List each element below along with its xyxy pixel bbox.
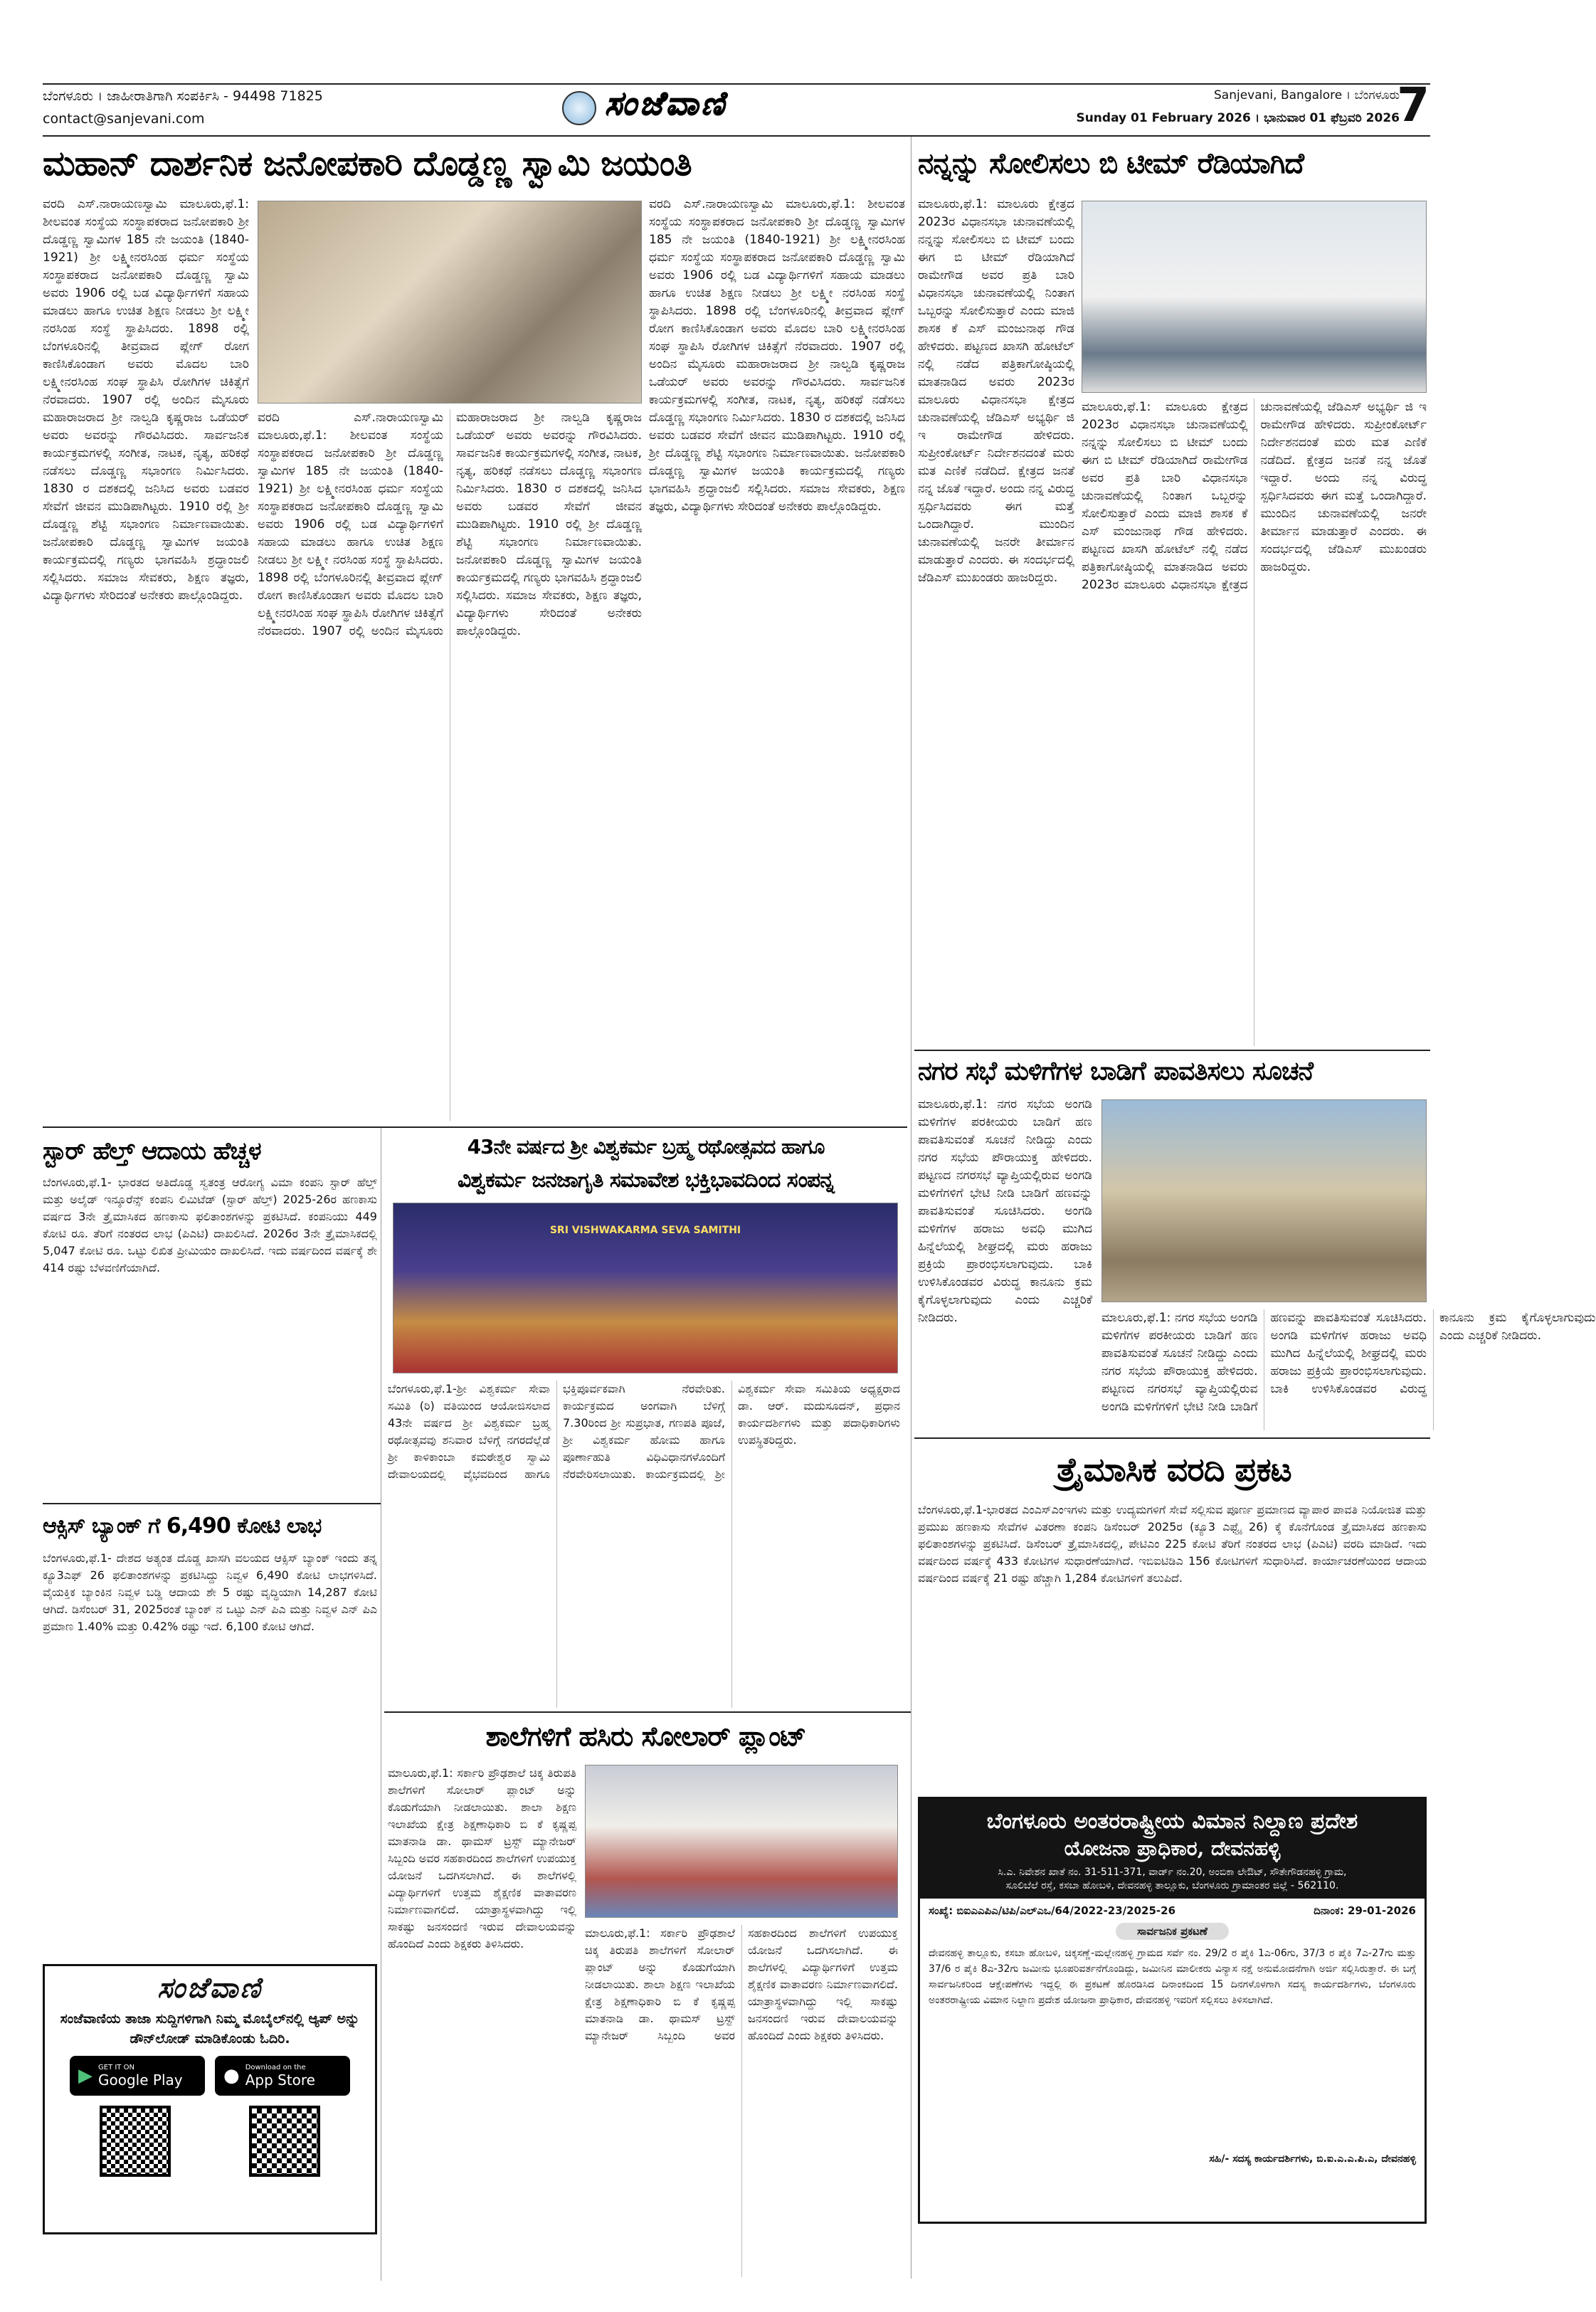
masthead-edition: Sanjevani, Bangalore । ಬೆಂಗಳೂರು [1214,88,1400,102]
page-number: 7 [1397,78,1429,132]
google-play-small-label: GET IT ON [98,2063,134,2071]
apple-icon: ● [223,2065,240,2086]
solar-body: ಮಾಲೂರು,ಫೆ.1: ಸರ್ಕಾರಿ ಪ್ರೌಢಶಾಲೆ ಚಿಕ್ಕ ತಿರುಪತಿ ಶಾಲೆಗಳಿಗೆ ಸೋಲಾರ್ ಪ್ಲಾಂಟ್ ಅನ್ನು ಕೊಡುಗೆಯಾಗಿ ನೀಡಲಾಯಿತು. ಶಾಲಾ ಶಿಕ್ಷಣ ಇಲಾಖೆಯ ಕ್ಷೇತ್ರ ಶಿಕ್ಷಣಾಧಿಕಾರಿ ಬಿ ಕೆ ಕೃಷ್ಣಪ್ಪ ಮಾತನಾಡಿ ಡಾ. ಥಾಮಸ್ ಟ್ರಸ್ಟ್ ಮ್ಯಾನೇಜರ್ ಸಿಬ್ಬಂದಿ ಅವರ ಸಹಕಾರದಿಂದ ಶಾಲೆಗಳಿಗೆ ಉಪಯುಕ್ತ ಯೋಜನೆ ಒದಗಿಸಲಾಗಿದೆ. ಈ ಶಾಲೆಗಳಲ್ಲಿ ವಿದ್ಯಾರ್ಥಿಗಳಿಗೆ ಉತ್ತಮ ಶೈಕ್ಷಣಿಕ ವಾತಾವರಣ ನಿರ್ಮಾಣವಾಗಲಿದೆ. ಯಾತ್ರಾಸ್ಥಳವಾಗಿದ್ದು ಇಲ್ಲಿ ಸಾಕಷ್ಟು ಜನಸಂದಣಿ ಇರುವ ದೇವಾಲಯವನ್ನು ಹೊಂದಿದೆ ಎಂದು ಶಿಕ್ಷಕರು ತಿಳಿಸಿದರು. [585,1926,898,2042]
city-council-headline: ನಗರ ಸಭೆ ಮಳಿಗೆಗಳ ಬಾಡಿಗೆ ಪಾವತಿಸಲು ಸೂಚನೆ [918,1057,1314,1086]
press-meet-photo [1082,201,1427,393]
app-download-ad [43,1964,377,2234]
quarterly-body: ಬೆಂಗಳೂರು,ಫೆ.1-ಭಾರತದ ಎಂಎಸ್ಎಂಇಗಳು ಮತ್ತು ಉದ್ಯಮಗಳಿಗೆ ಸೇವೆ ಸಲ್ಲಿಸುವ ಪೂರ್ಣ ಪ್ರಮಾಣದ ವ್ಯಾಪಾರ ಪಾವತಿ ನಿಯೋಜಿತ ಮತ್ತು ಪ್ರಮುಖ ಹಣಕಾಸು ಸೇವೆಗಳ ವಿತರಣಾ ಕಂಪನಿ ಡಿಸೆಂಬರ್ 2025ರ (ಕ್ಯೂ3 ಎಫ್ವೈ 26) ಕ್ಕೆ ಕೊನೆಗೊಂಡ ತ್ರೈಮಾಸಿಕದ ಹಣಕಾಸು ಫಲಿತಾಂಶಗಳನ್ನು ಪ್ರಕಟಿಸಿದೆ. ಡಿಸೆಂಬರ್ ತ್ರೈಮಾಸಿಕದಲ್ಲಿ, ಪೇಟಿಎಂ 225 ಕೋಟಿ ತೆರಿಗೆ ನಂತರದ ಲಾಭ (ಪಿಎಟಿ) ವರದಿ ಮಾಡಿದೆ. ಇದು ವರ್ಷದಿಂದ ವರ್ಷಕ್ಕೆ 433 ಕೋಟಿಗಳ ಸುಧಾರಣೆಯಾಗಿದೆ. ಇಬಿಐಟಿಡಿಎ 156 ಕೋಟಿಗಳಿಗೆ ಸುಧಾರಿಸಿದೆ. ಕಾರ್ಯಾಚರಣೆಯಿಂದ ಆದಾಯ ವರ್ಷದಿಂದ ವರ್ಷಕ್ಕೆ 21 ರಷ್ಟು ಹೆಚ್ಚಾಗಿ 1,284 ಕೋಟಿಗಳಿಗೆ ತಲುಪಿದೆ. [918,1503,1427,1585]
public-notice-ad [918,1797,1427,2224]
google-play-icon: ▶ [78,2065,93,2086]
axis-bank-body: ಬೆಂಗಳೂರು,ಫೆ.1- ದೇಶದ ಅತ್ಯಂತ ದೊಡ್ಡ ಖಾಸಗಿ ವಲಯದ ಆಕ್ಸಿಸ್ ಬ್ಯಾಂಕ್ ಇಂದು ತನ್ನ ಕ್ಯೂ3ಎಫ್ 26 ಫಲಿತಾಂಶಗಳನ್ನು ಪ್ರಕಟಿಸಿದ್ದು ನಿವ್ವಳ 6,490 ಕೋಟಿ ಲಾಭಗಳಿಸಿದೆ. ವೈಯಕ್ತಿಕ ಬ್ಯಾಂಕಿನ ನಿವ್ವಳ ಬಡ್ಡಿ ಆದಾಯ ಶೇ 5 ರಷ್ಟು ವೃದ್ಧಿಯಾಗಿ 14,287 ಕೋಟಿ ಆಗಿದೆ. ಡಿಸೆಂಬರ್ 31, 2025ರಂತೆ ಬ್ಯಾಂಕ್ ನ ಒಟ್ಟು ಎನ್ ಪಿಎ ಮತ್ತು ನಿವ್ವಳ ಎನ್ ಪಿಎ ಪ್ರಮಾಣ 1.40% ಮತ್ತು 0.42% ರಷ್ಟು ಇದೆ. 6,100 ಕೋಟಿ ಆಗಿದೆ. [43,1551,377,1633]
google-play-label: Google Play [98,2071,183,2089]
notice-title-line1: ಬೆಂಗಳೂರು ಅಂತರರಾಷ್ಟ್ರೀಯ ವಿಮಾನ ನಿಲ್ದಾಣ ಪ್ರದೇಶ [986,1809,1358,1834]
solar-body-col1: ಮಾಲೂರು,ಫೆ.1: ಸರ್ಕಾರಿ ಪ್ರೌಢಶಾಲೆ ಚಿಕ್ಕ ತಿರುಪತಿ ಶಾಲೆಗಳಿಗೆ ಸೋಲಾರ್ ಪ್ಲಾಂಟ್ ಅನ್ನು ಕೊಡುಗೆಯಾಗಿ ನೀಡಲಾಯಿತು. ಶಾಲಾ ಶಿಕ್ಷಣ ಇಲಾಖೆಯ ಕ್ಷೇತ್ರ ಶಿಕ್ಷಣಾಧಿಕಾರಿ ಬಿ ಕೆ ಕೃಷ್ಣಪ್ಪ ಮಾತನಾಡಿ ಡಾ. ಥಾಮಸ್ ಟ್ರಸ್ಟ್ ಮ್ಯಾನೇಜರ್ ಸಿಬ್ಬಂದಿ ಅವರ ಸಹಕಾರದಿಂದ ಶಾಲೆಗಳಿಗೆ ಉಪಯುಕ್ತ ಯೋಜನೆ ಒದಗಿಸಲಾಗಿದೆ. ಈ ಶಾಲೆಗಳಲ್ಲಿ ವಿದ್ಯಾರ್ಥಿಗಳಿಗೆ ಉತ್ತಮ ಶೈಕ್ಷಣಿಕ ವಾತಾವರಣ ನಿರ್ಮಾಣವಾಗಲಿದೆ. ಯಾತ್ರಾಸ್ಥಳವಾಗಿದ್ದು ಇಲ್ಲಿ ಸಾಕಷ್ಟು ಜನಸಂದಣಿ ಇರುವ ದೇವಾಲಯವನ್ನು ಹೊಂದಿದೆ ಎಂದು ಶಿಕ್ಷಕರು ತಿಳಿಸಿದರು. [388,1766,576,1951]
notice-title-line2: ಯೋಜನಾ ಪ್ರಾಧಿಕಾರ, ದೇವನಹಳ್ಳಿ [1064,1837,1281,1860]
notice-signature: ಸಹಿ/- ಸದಸ್ಯ ಕಾರ್ಯದರ್ಶಿಗಳು, ಬಿ.ಐ.ಎ.ಎ.ಪಿ.ಎ, ದೇವನಹಳ್ಳಿ [1209,2153,1416,2165]
b-team-article-body: ಮಾಲೂರು,ಫೆ.1: ಮಾಲೂರು ಕ್ಷೇತ್ರದ 2023ರ ವಿಧಾನಸಭಾ ಚುನಾವಣೆಯಲ್ಲಿ ನನ್ನನ್ನು ಸೋಲಿಸಲು ಬಿ ಟೀಮ್ ಬಂದು ಈಗ ಬಿ ಟೀಮ್ ರೆಡಿಯಾಗಿದೆ ರಾಮೇಗೌಡ ಅವರ ಪ್ರತಿ ಬಾರಿ ವಿಧಾನಸಭಾ ಚುನಾವಣೆಯಲ್ಲಿ ನಿಂತಾಗ ಒಬ್ಬರನ್ನು ಸೋಲಿಸುತ್ತಾರೆ ಎಂದು ಮಾಜಿ ಶಾಸಕ ಕೆ ಎಸ್ ಮಂಜುನಾಥ ಗೌಡ ಹೇಳಿದರು. ಪಟ್ಟಣದ ಖಾಸಗಿ ಹೋಟೆಲ್ ನಲ್ಲಿ ನಡೆದ ಪತ್ರಿಕಾಗೋಷ್ಠಿಯಲ್ಲಿ ಮಾತನಾಡಿದ ಅವರು 2023ರ ಮಾಲೂರು ವಿಧಾನಸಭಾ ಕ್ಷೇತ್ರದ ಚುನಾವಣೆಯಲ್ಲಿ ಜೆಡಿಎಸ್ ಅಭ್ಯರ್ಥಿ ಜಿ ಇ ರಾಮೇಗೌಡ ಹೇಳಿದರು. ಸುಪ್ರೀಂಕೋರ್ಟ್ ನಿರ್ದೇಶನದಂತೆ ಮರು ಮತ ಎಣಿಕೆ ನಡೆದಿದೆ. ಕ್ಷೇತ್ರದ ಜನತೆ ನನ್ನ ಜೊತೆ ಇದ್ದಾರೆ. ಅಂದು ನನ್ನ ವಿರುದ್ಧ ಸ್ಪರ್ಧಿಸಿದವರು ಈಗ ಮತ್ತೆ ಒಂದಾಗಿದ್ದಾರೆ. ಮುಂದಿನ ಚುನಾವಣೆಯಲ್ಲಿ ಜನರೇ ತೀರ್ಮಾನ ಮಾಡುತ್ತಾರೆ ಎಂದರು. ಈ ಸಂದರ್ಭದಲ್ಲಿ ಜೆಡಿಎಸ್ ಮುಖಂಡರು ಹಾಜರಿದ್ದರು. [1082,400,1427,592]
jayanti-event-photo [258,201,642,403]
vishwakarma-headline-line2: ವಿಶ್ವಕರ್ಮ ಜನಜಾಗೃತಿ ಸಮಾವೇಶ ಭಕ್ತಿಭಾವದಿಂದ ಸಂಪನ್ನ [458,1168,834,1193]
qr-code-ios[interactable] [249,2106,320,2177]
app-ad-tagline: ಸಂಜೆವಾಣಿಯ ತಾಜಾ ಸುದ್ದಿಗಳಿಗಾಗಿ ನಿಮ್ಮ ಮೊಬೈಲ್‌ನಲ್ಲಿ ಆ್ಯಪ್ ಅನ್ನು ಡೌನ್‌ಲೋಡ್ ಮಾಡಿಕೊಂಡು ಓದಿರಿ. [60,2011,360,2047]
axis-bank-headline: ಆಕ್ಸಿಸ್ ಬ್ಯಾಂಕ್ ಗೆ 6,490 ಕೋಟಿ ಲಾಭ [43,1514,322,1538]
notice-header [920,1799,1425,1899]
app-ad-logo: ಸಂಜೆವಾಣಿ [157,1972,263,2005]
qr-code-android[interactable] [100,2106,171,2177]
google-play-button[interactable] [70,2056,205,2096]
vishwakarma-headline-line1: 43ನೇ ವರ್ಷದ ಶ್ರೀ ವಿಶ್ವಕರ್ಮ ಬ್ರಹ್ಮ ರಥೋತ್ಸವದ ಹಾಗೂ [467,1135,825,1158]
notice-date: ದಿನಾಂಕ: 29-01-2026 [1314,1904,1416,1917]
notice-reference: ಸಂಖ್ಯೆ: ಬಿಐಎಎಪಿಎ/ಟಿಪಿ/ಎಲ್ಎಒ/64/2022-23/2025-26 [929,1904,1176,1917]
city-council-body: ಮಾಲೂರು,ಫೆ.1: ನಗರ ಸಭೆಯ ಅಂಗಡಿ ಮಳಿಗೆಗಳ ಪರಕೀಯರು ಬಾಡಿಗೆ ಹಣ ಪಾವತಿಸುವಂತೆ ಸೂಚನೆ ನೀಡಿದ್ದು ಎಂದು ನಗರ ಸಭೆಯ ಪೌರಾಯುಕ್ತ ಹೇಳಿದರು. ಪಟ್ಟಣದ ನಗರಸಭೆ ವ್ಯಾಪ್ತಿಯಲ್ಲಿರುವ ಅಂಗಡಿ ಮಳಿಗೆಗಳಿಗೆ ಭೇಟಿ ನೀಡಿ ಬಾಡಿಗೆ ಹಣವನ್ನು ಪಾವತಿಸುವಂತೆ ಸೂಚಿಸಿದರು. ಅಂಗಡಿ ಮಳಿಗೆಗಳ ಹರಾಜು ಅವಧಿ ಮುಗಿದ ಹಿನ್ನೆಲೆಯಲ್ಲಿ ಶೀಘ್ರದಲ್ಲಿ ಮರು ಹರಾಜು ಪ್ರಕ್ರಿಯೆ ಪ್ರಾರಂಭಿಸಲಾಗುವುದು. ಬಾಕಿ ಉಳಿಸಿಕೊಂಡವರ ವಿರುದ್ಧ ಕಾನೂನು ಕ್ರಮ ಕೈಗೊಳ್ಳಲಾಗುವುದು ಎಂದು ಎಚ್ಚರಿಕೆ ನೀಡಿದರು. [1101,1311,1596,1414]
vishwakarma-body: ಬೆಂಗಳೂರು,ಫೆ.1-ಶ್ರೀ ವಿಶ್ವಕರ್ಮ ಸೇವಾ ಸಮಿತಿ (ರಿ) ವತಿಯಿಂದ ಆಯೋಜಿಸಲಾದ 43ನೇ ವರ್ಷದ ಶ್ರೀ ವಿಶ್ವಕರ್ಮ ಬ್ರಹ್ಮ ರಥೋತ್ಸವವು ಶನಿವಾರ ಬೆಳಿಗ್ಗೆ ನಗರದೆಲ್ಲೆಡೆ ಶ್ರೀ ಕಾಳಿಕಾಂಬಾ ಕಮಠೇಶ್ವರ ಸ್ವಾಮಿ ದೇವಾಲಯದಲ್ಲಿ ವೈಭವದಿಂದ ಹಾಗೂ ಭಕ್ತಿಪೂರ್ವಕವಾಗಿ ನೆರವೇರಿತು. ಕಾರ್ಯಕ್ರಮದ ಅಂಗವಾಗಿ ಬೆಳಿಗ್ಗೆ 7.30ರಿಂದ ಶ್ರೀ ಸುಪ್ರಭಾತ, ಗಣಪತಿ ಪೂಜೆ, ಶ್ರೀ ವಿಶ್ವಕರ್ಮ ಹೋಮ ಹಾಗೂ ಪೂರ್ಣಾಹುತಿ ವಿಧಿವಿಧಾನಗಳೊಂದಿಗೆ ನೆರವೇರಿಸಲಾಯಿತು. ಕಾರ್ಯಕ್ರಮದಲ್ಲಿ ಶ್ರೀ ವಿಶ್ವಕರ್ಮ ಸೇವಾ ಸಮಿತಿಯ ಅಧ್ಯಕ್ಷರಾದ ಡಾ. ಆರ್. ಮದುಸೂದನ್, ಪ್ರಧಾನ ಕಾರ್ಯದರ್ಶಿಗಳು ಮತ್ತು ಪದಾಧಿಕಾರಿಗಳು ಉಪಸ್ಥಿತರಿದ್ದರು. [388,1382,900,1481]
b-team-article-body-col1: ಮಾಲೂರು,ಫೆ.1: ಮಾಲೂರು ಕ್ಷೇತ್ರದ 2023ರ ವಿಧಾನಸಭಾ ಚುನಾವಣೆಯಲ್ಲಿ ನನ್ನನ್ನು ಸೋಲಿಸಲು ಬಿ ಟೀಮ್ ಬಂದು ಈಗ ಬಿ ಟೀಮ್ ರೆಡಿಯಾಗಿದೆ ರಾಮೇಗೌಡ ಅವರ ಪ್ರತಿ ಬಾರಿ ವಿಧಾನಸಭಾ ಚುನಾವಣೆಯಲ್ಲಿ ನಿಂತಾಗ ಒಬ್ಬರನ್ನು ಸೋಲಿಸುತ್ತಾರೆ ಎಂದು ಮಾಜಿ ಶಾಸಕ ಕೆ ಎಸ್ ಮಂಜುನಾಥ ಗೌಡ ಹೇಳಿದರು. ಪಟ್ಟಣದ ಖಾಸಗಿ ಹೋಟೆಲ್ ನಲ್ಲಿ ನಡೆದ ಪತ್ರಿಕಾಗೋಷ್ಠಿಯಲ್ಲಿ ಮಾತನಾಡಿದ ಅವರು 2023ರ ಮಾಲೂರು ವಿಧಾನಸಭಾ ಕ್ಷೇತ್ರದ ಚುನಾವಣೆಯಲ್ಲಿ ಜೆಡಿಎಸ್ ಅಭ್ಯರ್ಥಿ ಜಿ ಇ ರಾಮೇಗೌಡ ಹೇಳಿದರು. ಸುಪ್ರೀಂಕೋರ್ಟ್ ನಿರ್ದೇಶನದಂತೆ ಮರು ಮತ ಎಣಿಕೆ ನಡೆದಿದೆ. ಕ್ಷೇತ್ರದ ಜನತೆ ನನ್ನ ಜೊತೆ ಇದ್ದಾರೆ. ಅಂದು ನನ್ನ ವಿರುದ್ಧ ಸ್ಪರ್ಧಿಸಿದವರು ಈಗ ಮತ್ತೆ ಒಂದಾಗಿದ್ದಾರೆ. ಮುಂದಿನ ಚುನಾವಣೆಯಲ್ಲಿ ಜನರೇ ತೀರ್ಮಾನ ಮಾಡುತ್ತಾರೆ ಎಂದರು. ಈ ಸಂದರ್ಭದಲ್ಲಿ ಜೆಡಿಎಸ್ ಮುಖಂಡರು ಹಾಜರಿದ್ದರು. [918,197,1074,585]
quarterly-headline: ತ್ರೈಮಾಸಿಕ ವರದಿ ಪ್ರಕಟ [1057,1450,1291,1489]
notice-body: ದೇವನಹಳ್ಳಿ ತಾಲ್ಲೂಕು, ಕಸಬಾ ಹೋಬಳಿ, ಚಿಕ್ಕಸಣ್ಣೆ-ಮಲ್ಲೇನಹಳ್ಳಿ ಗ್ರಾಮದ ಸರ್ವೆ ನಂ. 29/2 ರ ಪೈಕಿ 1ಎ-06ಗು, 37/3 ರ ಪೈಕಿ 7ಎ-27ಗು ಮತ್ತು 37/6 ರ ಪೈಕಿ 8ಎ-32ಗು ಜಮೀನು ಭೂಪರಿವರ್ತನೆಗೊಂಡಿದ್ದು, ಜಮೀನಿನ ಮಾಲೀಕರು ವಿನ್ಯಾಸ ನಕ್ಷೆ ಅನುಮೋದನೆಗಾಗಿ ಅರ್ಜಿ ಸಲ್ಲಿಸಿರುತ್ತಾರೆ. ಈ ಬಗ್ಗೆ ಸಾರ್ವಜನಿಕರಿಂದ ಆಕ್ಷೇಪಣೆಗಳು ಇದ್ದಲ್ಲಿ ಈ ಪ್ರಕಟಣೆ ಹೊರಡಿಸಿದ ದಿನಾಂಕದಿಂದ 15 ದಿನಗಳೊಳಗಾಗಿ ಸದಸ್ಯ ಕಾರ್ಯದರ್ಶಿಗಳು, ಬೆಂಗಳೂರು ಅಂತರರಾಷ್ಟ್ರೀಯ ವಿಮಾನ ನಿಲ್ದಾಣ ಪ್ರದೇಶ ಯೋಜನಾ ಪ್ರಾಧಿಕಾರ, ದೇವನಹಳ್ಳಿ ಇವರಿಗೆ ಸಲ್ಲಿಸಲು ತಿಳಿಸಲಾಗಿದೆ. [929,1948,1416,2006]
notice-address-line1: ಸಿ.ಎ. ನಿವೇಶನ ಖಾತೆ ನಂ. 31-511-371, ವಾರ್ಡ್ ನಂ.20, ಅಂಬಿಕಾ ಲೇಔಟ್, ಸೌತೇಗೌಡನಹಳ್ಳಿ ಗ್ರಾಮ, [998,1867,1347,1878]
shop-inspection-photo [1101,1099,1427,1302]
photo-banner-text: SRI VISHWAKARMA SEVA SAMITHI [549,1225,741,1236]
dove-logo-icon [562,91,596,125]
star-health-body: ಬೆಂಗಳೂರು,ಫೆ.1- ಭಾರತದ ಅತಿದೊಡ್ಡ ಸ್ವತಂತ್ರ ಆರೋಗ್ಯ ವಿಮಾ ಕಂಪನಿ ಸ್ಟಾರ್ ಹೆಲ್ತ್ ಮತ್ತು ಅಲೈಡ್ ಇನ್ಶೂರೆನ್ಸ್ ಕಂಪನಿ ಲಿಮಿಟೆಡ್ (ಸ್ಟಾರ್ ಹೆಲ್ತ್) 2025-26ರ ಹಣಕಾಸು ವರ್ಷದ 3ನೇ ತ್ರೈಮಾಸಿಕದ ಹಣಕಾಸು ಫಲಿತಾಂಶಗಳನ್ನು ಪ್ರಕಟಿಸಿದೆ. ಕಂಪನಿಯು 449 ಕೋಟಿ ರೂ. ತೆರಿಗೆ ನಂತರದ ಲಾಭ (ಪಿಎಟಿ) ದಾಖಲಿಸಿದೆ. 2026ರ 3ನೇ ತ್ರೈಮಾಸಿಕದಲ್ಲಿ 5,047 ಕೋಟಿ ರೂ. ಒಟ್ಟು ಲಿಖಿತ ಪ್ರೀಮಿಯಂ ದಾಖಲಿಸಿದೆ. ಇದು ವರ್ಷದಿಂದ ವರ್ಷಕ್ಕೆ ಶೇ 414 ರಷ್ಟು ಬೆಳವಣಿಗೆಯಾಗಿದೆ. [43,1176,377,1274]
newspaper-logo: ಸಂಜೆವಾಣಿ [605,84,727,122]
star-health-headline: ಸ್ಟಾರ್ ಹೆಲ್ತ್ ಆದಾಯ ಹೆಚ್ಚಳ [43,1137,261,1166]
city-council-body-col1: ಮಾಲೂರು,ಫೆ.1: ನಗರ ಸಭೆಯ ಅಂಗಡಿ ಮಳಿಗೆಗಳ ಪರಕೀಯರು ಬಾಡಿಗೆ ಹಣ ಪಾವತಿಸುವಂತೆ ಸೂಚನೆ ನೀಡಿದ್ದು ಎಂದು ನಗರ ಸಭೆಯ ಪೌರಾಯುಕ್ತ ಹೇಳಿದರು. ಪಟ್ಟಣದ ನಗರಸಭೆ ವ್ಯಾಪ್ತಿಯಲ್ಲಿರುವ ಅಂಗಡಿ ಮಳಿಗೆಗಳಿಗೆ ಭೇಟಿ ನೀಡಿ ಬಾಡಿಗೆ ಹಣವನ್ನು ಪಾವತಿಸುವಂತೆ ಸೂಚಿಸಿದರು. ಅಂಗಡಿ ಮಳಿಗೆಗಳ ಹರಾಜು ಅವಧಿ ಮುಗಿದ ಹಿನ್ನೆಲೆಯಲ್ಲಿ ಶೀಘ್ರದಲ್ಲಿ ಮರು ಹರಾಜು ಪ್ರಕ್ರಿಯೆ ಪ್ರಾರಂಭಿಸಲಾಗುವುದು. ಬಾಕಿ ಉಳಿಸಿಕೊಂಡವರ ವಿರುದ್ಧ ಕಾನೂನು ಕ್ರಮ ಕೈಗೊಳ್ಳಲಾಗುವುದು ಎಂದು ಎಚ್ಚರಿಕೆ ನೀಡಿದರು. [918,1097,1092,1325]
notice-tag: ಸಾರ್ವಜನಿಕ ಪ್ರಕಟಣೆ [1116,1923,1229,1940]
notice-address-line2: ಸೂಲಿಬೆಲೆ ರಸ್ತೆ, ಕಸಬಾ ಹೋಬಳಿ, ದೇವನಹಳ್ಳಿ ತಾಲ್ಲೂಕು, ಬೆಂಗಳೂರು ಗ್ರಾಮಾಂತರ ಜಿಲ್ಲೆ - 562110. [1005,1880,1339,1891]
masthead-contact-line: ಬೆಂಗಳೂರು । ಜಾಹೀರಾತಿಗಾಗಿ ಸಂಪರ್ಕಿಸಿ - 94498 71825 [43,88,323,104]
app-store-small-label: Download on the [245,2063,306,2071]
b-team-headline: ನನ್ನನ್ನು ಸೋಲಿಸಲು ಬಿ ಟೀಮ್ ರೆಡಿಯಾಗಿದೆ [918,147,1304,180]
main-article-body: ವರದಿ ಎಸ್.ನಾರಾಯಣಸ್ವಾಮಿ ಮಾಲೂರು,ಫೆ.1: ಶೀಲವಂತ ಸಂಸ್ಥೆಯ ಸಂಸ್ಥಾಪಕರಾದ ಜನೋಪಕಾರಿ ಶ್ರೀ ದೊಡ್ಡಣ್ಣ ಸ್ವಾಮಿಗಳ 185 ನೇ ಜಯಂತಿ (1840-1921) ಶ್ರೀ ಲಕ್ಷ್ಮೀನರಸಿಂಹ ಧರ್ಮ ಸಂಸ್ಥೆಯ ಸಂಸ್ಥಾಪಕರಾದ ಜನೋಪಕಾರಿ ದೊಡ್ಡಣ್ಣ ಸ್ವಾಮಿ ಅವರು 1906 ರಲ್ಲಿ ಬಡ ವಿದ್ಯಾರ್ಥಿಗಳಿಗೆ ಸಹಾಯ ಮಾಡಲು ಹಾಗೂ ಉಚಿತ ಶಿಕ್ಷಣ ನೀಡಲು ಶ್ರೀ ಲಕ್ಷ್ಮೀ ನರಸಿಂಹ ಸಂಸ್ಥೆ ಸ್ಥಾಪಿಸಿದರು. 1898 ರಲ್ಲಿ ಬೆಂಗಳೂರಿನಲ್ಲಿ ತೀವ್ರವಾದ ಪ್ಲೇಗ್ ರೋಗ ಕಾಣಿಸಿಕೊಂಡಾಗ ಅವರು ಮೊದಲ ಬಾರಿ ಲಕ್ಷ್ಮೀನರಸಿಂಹ ಸಂಘ ಸ್ಥಾಪಿಸಿ ರೋಗಿಗಳ ಚಿಕಿತ್ಸೆಗೆ ನೆರವಾದರು. 1907 ರಲ್ಲಿ ಅಂದಿನ ಮೈಸೂರು ಮಹಾರಾಜರಾದ ಶ್ರೀ ನಾಲ್ವಡಿ ಕೃಷ್ಣರಾಜ ಒಡೆಯರ್ ಅವರು ಅವರನ್ನು ಗೌರವಿಸಿದರು. ಸಾರ್ವಜನಿಕ ಕಾರ್ಯಕ್ರಮಗಳಲ್ಲಿ ಸಂಗೀತ, ನಾಟಕ, ನೃತ್ಯ, ಹರಿಕಥೆ ನಡೆಸಲು ದೊಡ್ಡಣ್ಣ ಸಭಾಂಗಣ ನಿರ್ಮಿಸಿದರು. 1830 ರ ದಶಕದಲ್ಲಿ ಜನಿಸಿದ ಅವರು ಬಡವರ ಸೇವೆಗೆ ಜೀವನ ಮುಡಿಪಾಗಿಟ್ಟರು. 1910 ರಲ್ಲಿ ಶ್ರೀ ದೊಡ್ಡಣ್ಣ ಶೆಟ್ಟಿ ಸಭಾಂಗಣ ನಿರ್ಮಾಣವಾಯಿತು. ಜನೋಪಕಾರಿ ದೊಡ್ಡಣ್ಣ ಸ್ವಾಮಿಗಳ ಜಯಂತಿ ಕಾರ್ಯಕ್ರಮದಲ್ಲಿ ಗಣ್ಯರು ಭಾಗವಹಿಸಿ ಶ್ರದ್ಧಾಂಜಲಿ ಸಲ್ಲಿಸಿದರು. ಸಮಾಜ ಸೇವಕರು, ಶಿಕ್ಷಣ ತಜ್ಞರು, ವಿದ್ಯಾರ್ಥಿಗಳು ಸೇರಿದಂತೆ ಅನೇಕರು ಪಾಲ್ಗೊಂಡಿದ್ದರು. [258,411,642,638]
main-article-body-right: ವರದಿ ಎಸ್.ನಾರಾಯಣಸ್ವಾಮಿ ಮಾಲೂರು,ಫೆ.1: ಶೀಲವಂತ ಸಂಸ್ಥೆಯ ಸಂಸ್ಥಾಪಕರಾದ ಜನೋಪಕಾರಿ ಶ್ರೀ ದೊಡ್ಡಣ್ಣ ಸ್ವಾಮಿಗಳ 185 ನೇ ಜಯಂತಿ (1840-1921) ಶ್ರೀ ಲಕ್ಷ್ಮೀನರಸಿಂಹ ಧರ್ಮ ಸಂಸ್ಥೆಯ ಸಂಸ್ಥಾಪಕರಾದ ಜನೋಪಕಾರಿ ದೊಡ್ಡಣ್ಣ ಸ್ವಾಮಿ ಅವರು 1906 ರಲ್ಲಿ ಬಡ ವಿದ್ಯಾರ್ಥಿಗಳಿಗೆ ಸಹಾಯ ಮಾಡಲು ಹಾಗೂ ಉಚಿತ ಶಿಕ್ಷಣ ನೀಡಲು ಶ್ರೀ ಲಕ್ಷ್ಮೀ ನರಸಿಂಹ ಸಂಸ್ಥೆ ಸ್ಥಾಪಿಸಿದರು. 1898 ರಲ್ಲಿ ಬೆಂಗಳೂರಿನಲ್ಲಿ ತೀವ್ರವಾದ ಪ್ಲೇಗ್ ರೋಗ ಕಾಣಿಸಿಕೊಂಡಾಗ ಅವರು ಮೊದಲ ಬಾರಿ ಲಕ್ಷ್ಮೀನರಸಿಂಹ ಸಂಘ ಸ್ಥಾಪಿಸಿ ರೋಗಿಗಳ ಚಿಕಿತ್ಸೆಗೆ ನೆರವಾದರು. 1907 ರಲ್ಲಿ ಅಂದಿನ ಮೈಸೂರು ಮಹಾರಾಜರಾದ ಶ್ರೀ ನಾಲ್ವಡಿ ಕೃಷ್ಣರಾಜ ಒಡೆಯರ್ ಅವರು ಅವರನ್ನು ಗೌರವಿಸಿದರು. ಸಾರ್ವಜನಿಕ ಕಾರ್ಯಕ್ರಮಗಳಲ್ಲಿ ಸಂಗೀತ, ನಾಟಕ, ನೃತ್ಯ, ಹರಿಕಥೆ ನಡೆಸಲು ದೊಡ್ಡಣ್ಣ ಸಭಾಂಗಣ ನಿರ್ಮಿಸಿದರು. 1830 ರ ದಶಕದಲ್ಲಿ ಜನಿಸಿದ ಅವರು ಬಡವರ ಸೇವೆಗೆ ಜೀವನ ಮುಡಿಪಾಗಿಟ್ಟರು. 1910 ರಲ್ಲಿ ಶ್ರೀ ದೊಡ್ಡಣ್ಣ ಶೆಟ್ಟಿ ಸಭಾಂಗಣ ನಿರ್ಮಾಣವಾಯಿತು. ಜನೋಪಕಾರಿ ದೊಡ್ಡಣ್ಣ ಸ್ವಾಮಿಗಳ ಜಯಂತಿ ಕಾರ್ಯಕ್ರಮದಲ್ಲಿ ಗಣ್ಯರು ಭಾಗವಹಿಸಿ ಶ್ರದ್ಧಾಂಜಲಿ ಸಲ್ಲಿಸಿದರು. ಸಮಾಜ ಸೇವಕರು, ಶಿಕ್ಷಣ ತಜ್ಞರು, ವಿದ್ಯಾರ್ಥಿಗಳು ಸೇರಿದಂತೆ ಅನೇಕರು ಪಾಲ್ಗೊಂಡಿದ್ದರು. [649,197,905,514]
main-article-body-left: ವರದಿ ಎಸ್.ನಾರಾಯಣಸ್ವಾಮಿ ಮಾಲೂರು,ಫೆ.1: ಶೀಲವಂತ ಸಂಸ್ಥೆಯ ಸಂಸ್ಥಾಪಕರಾದ ಜನೋಪಕಾರಿ ಶ್ರೀ ದೊಡ್ಡಣ್ಣ ಸ್ವಾಮಿಗಳ 185 ನೇ ಜಯಂತಿ (1840-1921) ಶ್ರೀ ಲಕ್ಷ್ಮೀನರಸಿಂಹ ಧರ್ಮ ಸಂಸ್ಥೆಯ ಸಂಸ್ಥಾಪಕರಾದ ಜನೋಪಕಾರಿ ದೊಡ್ಡಣ್ಣ ಸ್ವಾಮಿ ಅವರು 1906 ರಲ್ಲಿ ಬಡ ವಿದ್ಯಾರ್ಥಿಗಳಿಗೆ ಸಹಾಯ ಮಾಡಲು ಹಾಗೂ ಉಚಿತ ಶಿಕ್ಷಣ ನೀಡಲು ಶ್ರೀ ಲಕ್ಷ್ಮೀ ನರಸಿಂಹ ಸಂಸ್ಥೆ ಸ್ಥಾಪಿಸಿದರು. 1898 ರಲ್ಲಿ ಬೆಂಗಳೂರಿನಲ್ಲಿ ತೀವ್ರವಾದ ಪ್ಲೇಗ್ ರೋಗ ಕಾಣಿಸಿಕೊಂಡಾಗ ಅವರು ಮೊದಲ ಬಾರಿ ಲಕ್ಷ್ಮೀನರಸಿಂಹ ಸಂಘ ಸ್ಥಾಪಿಸಿ ರೋಗಿಗಳ ಚಿಕಿತ್ಸೆಗೆ ನೆರವಾದರು. 1907 ರಲ್ಲಿ ಅಂದಿನ ಮೈಸೂರು ಮಹಾರಾಜರಾದ ಶ್ರೀ ನಾಲ್ವಡಿ ಕೃಷ್ಣರಾಜ ಒಡೆಯರ್ ಅವರು ಅವರನ್ನು ಗೌರವಿಸಿದರು. ಸಾರ್ವಜನಿಕ ಕಾರ್ಯಕ್ರಮಗಳಲ್ಲಿ ಸಂಗೀತ, ನಾಟಕ, ನೃತ್ಯ, ಹರಿಕಥೆ ನಡೆಸಲು ದೊಡ್ಡಣ್ಣ ಸಭಾಂಗಣ ನಿರ್ಮಿಸಿದರು. 1830 ರ ದಶಕದಲ್ಲಿ ಜನಿಸಿದ ಅವರು ಬಡವರ ಸೇವೆಗೆ ಜೀವನ ಮುಡಿಪಾಗಿಟ್ಟರು. 1910 ರಲ್ಲಿ ಶ್ರೀ ದೊಡ್ಡಣ್ಣ ಶೆಟ್ಟಿ ಸಭಾಂಗಣ ನಿರ್ಮಾಣವಾಯಿತು. ಜನೋಪಕಾರಿ ದೊಡ್ಡಣ್ಣ ಸ್ವಾಮಿಗಳ ಜಯಂತಿ ಕಾರ್ಯಕ್ರಮದಲ್ಲಿ ಗಣ್ಯರು ಭಾಗವಹಿಸಿ ಶ್ರದ್ಧಾಂಜಲಿ ಸಲ್ಲಿಸಿದರು. ಸಮಾಜ ಸೇವಕರು, ಶಿಕ್ಷಣ ತಜ್ಞರು, ವಿದ್ಯಾರ್ಥಿಗಳು ಸೇರಿದಂತೆ ಅನೇಕರು ಪಾಲ್ಗೊಂಡಿದ್ದರು. [43,197,249,603]
masthead-date: Sunday 01 February 2026 । ಭಾನುವಾರ 01 ಫೆಬ್ರವರಿ 2026 [1076,111,1400,125]
solar-inauguration-photo [585,1765,898,1918]
main-headline: ಮಹಾನ್ ದಾರ್ಶನಿಕ ಜನೋಪಕಾರಿ ದೊಡ್ಡಣ್ಣ ಸ್ವಾಮಿ ಜಯಂತಿ [43,144,692,184]
vishwakarma-event-photo [393,1203,898,1373]
app-store-label: App Store [245,2071,315,2089]
app-store-button[interactable] [215,2056,350,2096]
solar-headline: ಶಾಲೆಗಳಿಗೆ ಹಸಿರು ಸೋಲಾರ್ ಪ್ಲಾಂಟ್ [485,1721,806,1752]
masthead-email[interactable]: contact@sanjevani.com [43,111,205,127]
